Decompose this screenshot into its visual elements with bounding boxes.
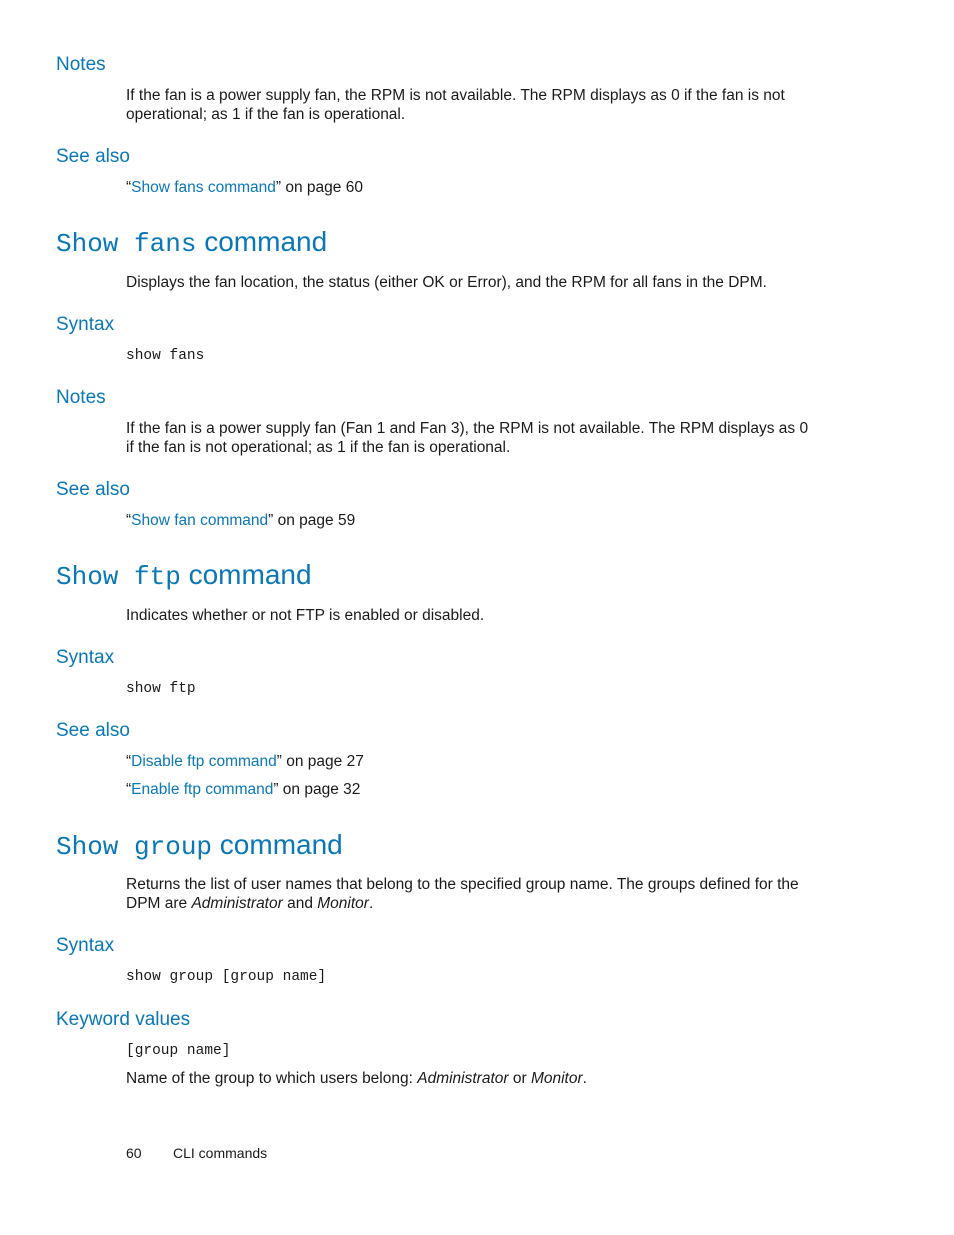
notes-heading: Notes — [56, 387, 106, 408]
group-name-administrator: Administrator — [417, 1070, 509, 1087]
show-fan-command-link[interactable]: Show fan command — [131, 512, 269, 529]
show-fans-description: Displays the fan location, the status (either OK or Error), and the RPM for all fans in the DPM. — [126, 274, 767, 291]
page-ref: ” on page 27 — [276, 753, 364, 770]
group-name-administrator: Administrator — [191, 895, 283, 912]
syntax-code: show group [group name] — [126, 969, 327, 985]
page-ref: ” on page 59 — [268, 512, 356, 529]
syntax-heading: Syntax — [56, 647, 115, 668]
notes-text — [126, 86, 785, 124]
keyword-description — [126, 1069, 587, 1088]
page-ref: ” on page 32 — [273, 781, 361, 798]
command-name: Show fans — [56, 229, 197, 259]
footer-section-title: CLI commands — [173, 1145, 268, 1161]
page-number: 60 — [126, 1145, 142, 1161]
show-ftp-title — [56, 559, 312, 592]
show-fans-title — [56, 226, 327, 259]
text-run: . — [368, 895, 374, 912]
see-also-ref — [126, 752, 364, 771]
see-also-ref — [126, 511, 355, 530]
text-run: Name of the group to which users belong: — [126, 1070, 418, 1087]
group-name-monitor: Monitor — [317, 895, 369, 912]
disable-ftp-command-link[interactable]: Disable ftp command — [131, 753, 277, 770]
text-run: . — [582, 1070, 587, 1087]
page-ref: ” on page 60 — [275, 179, 363, 196]
syntax-code: show fans — [126, 348, 205, 364]
syntax-code: show ftp — [126, 681, 196, 697]
notes-text — [126, 419, 808, 457]
notes-line: if the fan is not operational; as 1 if the fan is operational. — [126, 439, 511, 456]
keyword-code: [group name] — [126, 1043, 231, 1059]
notes-line: If the fan is a power supply fan, the RPM is not available. The RPM displays as 0 if the fan is not — [126, 87, 785, 104]
see-also-ref — [126, 178, 363, 197]
text-run: and — [282, 895, 318, 912]
description-line: Returns the list of user names that belong to the specified group name. The groups defined for the — [126, 876, 799, 893]
notes-line: If the fan is a power supply fan (Fan 1 and Fan 3), the RPM is not available. The RPM displays as 0 — [126, 420, 809, 437]
see-also-heading: See also — [56, 479, 130, 500]
command-name: Show group — [56, 832, 213, 862]
syntax-heading: Syntax — [56, 935, 115, 956]
see-also-ref — [126, 780, 360, 799]
keyword-values-heading: Keyword values — [56, 1009, 191, 1030]
quote: “ — [126, 179, 132, 196]
group-name-monitor: Monitor — [530, 1070, 583, 1087]
see-also-heading: See also — [56, 720, 130, 741]
command-word: command — [196, 226, 328, 257]
quote: “ — [126, 753, 132, 770]
command-word: command — [180, 559, 312, 590]
text-run: or — [508, 1070, 531, 1087]
see-also-heading: See also — [56, 146, 130, 167]
quote: “ — [126, 781, 132, 798]
notes-heading: Notes — [56, 54, 106, 75]
text-run: DPM are — [126, 895, 192, 912]
syntax-heading: Syntax — [56, 314, 115, 335]
description-line — [126, 894, 799, 913]
command-name: Show ftp — [56, 562, 181, 592]
show-group-description — [126, 875, 799, 913]
show-ftp-description: Indicates whether or not FTP is enabled or disabled. — [126, 607, 485, 624]
quote: “ — [126, 512, 132, 529]
show-fans-command-link[interactable]: Show fans command — [131, 179, 276, 196]
show-group-title — [56, 829, 343, 862]
notes-line: operational; as 1 if the fan is operational. — [126, 106, 406, 123]
enable-ftp-command-link[interactable]: Enable ftp command — [131, 781, 274, 798]
command-word: command — [212, 829, 343, 860]
